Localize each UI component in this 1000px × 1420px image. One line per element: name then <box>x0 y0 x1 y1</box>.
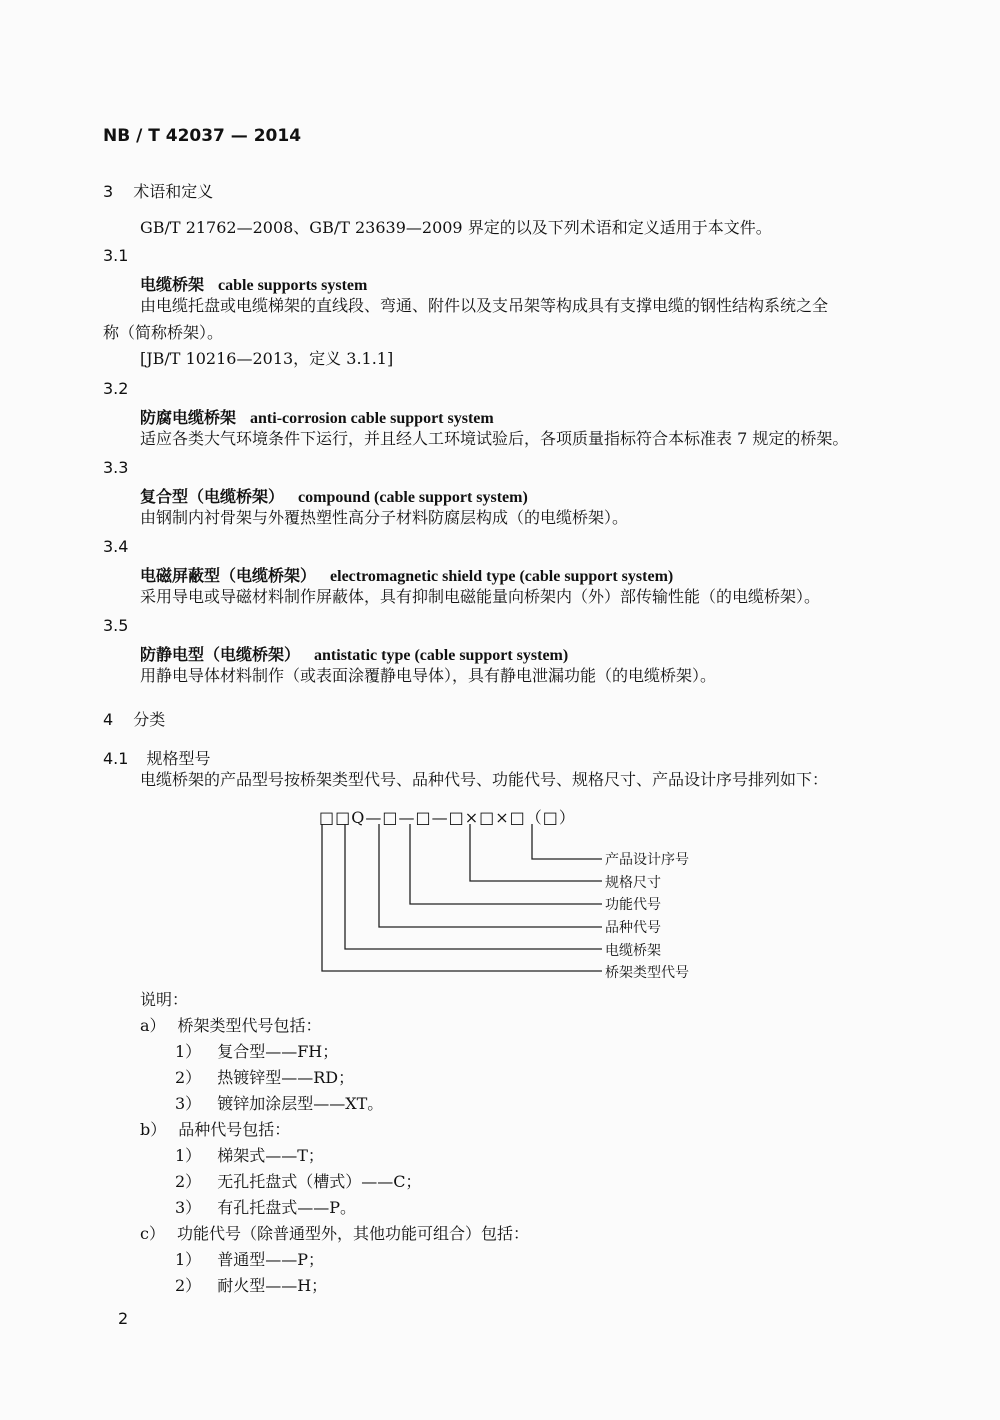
list-group <box>140 1221 529 1247</box>
list-text: 复合型——FH； <box>217 1042 339 1061</box>
diagram-label: 规格尺寸 <box>605 875 661 891</box>
section-title: 分类 <box>133 710 166 729</box>
list-text: 功能代号（除普通型外，其他功能可组合）包括： <box>176 1224 529 1243</box>
section-3-intro: GB/T 21762—2008、GB/T 23639—2009 界定的以及下列术语和定义适用于本文件。 <box>140 218 772 237</box>
section-number: 3 <box>103 182 114 201</box>
subsection-title: 规格型号 <box>146 749 211 768</box>
term-definition-cont: 称（简称桥架）。 <box>103 323 224 342</box>
list-text: 梯架式——T； <box>217 1146 324 1165</box>
section-4-heading <box>103 707 165 730</box>
list-text: 镀锌加涂层型——XT。 <box>217 1094 384 1113</box>
term-en: anti-corrosion cable support system <box>250 410 494 427</box>
list-marker: 1） <box>175 1146 202 1165</box>
list-item <box>175 1273 327 1299</box>
diagram-label: 桥架类型代号 <box>605 965 689 981</box>
list-text: 无孔托盘式（槽式）——C； <box>217 1172 422 1191</box>
term-number: 3.5 <box>103 616 129 635</box>
term-en: cable supports system <box>218 277 368 294</box>
section-3-heading <box>103 179 213 202</box>
term-number: 3.2 <box>103 379 129 398</box>
term-definition: 采用导电或导磁材料制作屏蔽体，具有抑制电磁能量向桥架内（外）部传输性能（的电缆桥架）。 <box>140 587 821 606</box>
term-en: antistatic type (cable support system) <box>314 647 569 664</box>
term-number: 3.1 <box>103 246 129 265</box>
list-marker: 2） <box>175 1068 202 1087</box>
term-cn: 防腐电缆桥架 <box>140 408 237 427</box>
term-definition: 适应各类大气环境条件下运行，并且经人工环境试验后，各项质量指标符合本标准表 7 规定的桥架。 <box>140 429 849 448</box>
diagram-label: 电缆桥架 <box>605 943 661 959</box>
term-cn: 防静电型（电缆桥架） <box>140 645 301 664</box>
term-en: compound (cable support system) <box>298 489 528 506</box>
term-definition: 由电缆托盘或电缆梯架的直线段、弯通、附件以及支吊架等构成具有支撑电缆的钢性结构系统之全 <box>140 296 829 315</box>
section-number: 4 <box>103 710 114 729</box>
diagram-label: 产品设计序号 <box>605 852 689 868</box>
list-marker: 1） <box>175 1250 202 1269</box>
subsection-4-1-heading <box>103 746 210 769</box>
term-heading <box>140 642 568 665</box>
list-text: 有孔托盘式——P。 <box>217 1198 356 1217</box>
list-marker: b） <box>140 1120 167 1139</box>
list-marker: 3） <box>175 1198 202 1217</box>
list-item <box>175 1247 324 1273</box>
model-code: □□Q—□—□—□×□×□（□） <box>319 808 576 827</box>
list-marker: a） <box>140 1016 166 1035</box>
subsection-number: 4.1 <box>103 749 129 768</box>
diagram-label: 功能代号 <box>605 897 661 913</box>
list-marker: 3） <box>175 1094 202 1113</box>
list-text: 品种代号包括： <box>178 1120 291 1139</box>
list-marker: 1） <box>175 1042 202 1061</box>
list-text: 桥架类型代号包括： <box>177 1016 322 1035</box>
list-item <box>175 1195 356 1221</box>
leader-line-cable-tray <box>345 824 602 949</box>
leader-line-variety <box>379 824 602 927</box>
term-number: 3.3 <box>103 458 129 477</box>
list-text: 热镀锌型——RD； <box>217 1068 355 1087</box>
section-title: 术语和定义 <box>133 182 214 201</box>
list-text: 普通型——P； <box>217 1250 324 1269</box>
leader-line-function <box>410 824 602 904</box>
list-group <box>140 1117 290 1143</box>
list-item <box>175 1143 324 1169</box>
term-heading <box>140 272 367 295</box>
term-definition: 用静电导体材料制作（或表面涂覆静电导体），具有静电泄漏功能（的电缆桥架）。 <box>140 666 717 685</box>
diagram-label: 品种代号 <box>605 920 661 936</box>
section-4-intro: 电缆桥架的产品型号按桥架类型代号、品种代号、功能代号、规格尺寸、产品设计序号排列如下： <box>140 770 829 789</box>
list-item <box>175 1169 421 1195</box>
list-item <box>175 1039 338 1065</box>
leader-line-design-seq <box>532 824 602 859</box>
note-title: 说明： <box>140 990 189 1009</box>
list-marker: 2） <box>175 1276 202 1295</box>
term-cn: 复合型（电缆桥架） <box>140 487 285 506</box>
list-marker: 2） <box>175 1172 202 1191</box>
term-cn: 电磁屏蔽型（电缆桥架） <box>140 566 317 585</box>
term-definition: 由钢制内衬骨架与外覆热塑性高分子材料防腐层构成（的电缆桥架）。 <box>140 508 629 527</box>
leader-line-spec-size <box>470 824 602 881</box>
list-text: 耐火型——H； <box>217 1276 328 1295</box>
term-cn: 电缆桥架 <box>140 275 205 294</box>
term-heading <box>140 563 673 586</box>
list-marker: c） <box>140 1224 165 1243</box>
term-en: electromagnetic shield type (cable support system) <box>330 568 674 585</box>
term-heading <box>140 405 494 428</box>
list-item <box>175 1065 354 1091</box>
term-number: 3.4 <box>103 537 129 556</box>
term-heading <box>140 484 528 507</box>
document-number: NB / T 42037 — 2014 <box>103 126 302 146</box>
list-item <box>175 1091 383 1117</box>
term-source: [JB/T 10216—2013，定义 3.1.1] <box>140 349 394 368</box>
page-number: 2 <box>118 1309 129 1328</box>
list-group <box>140 1013 322 1039</box>
